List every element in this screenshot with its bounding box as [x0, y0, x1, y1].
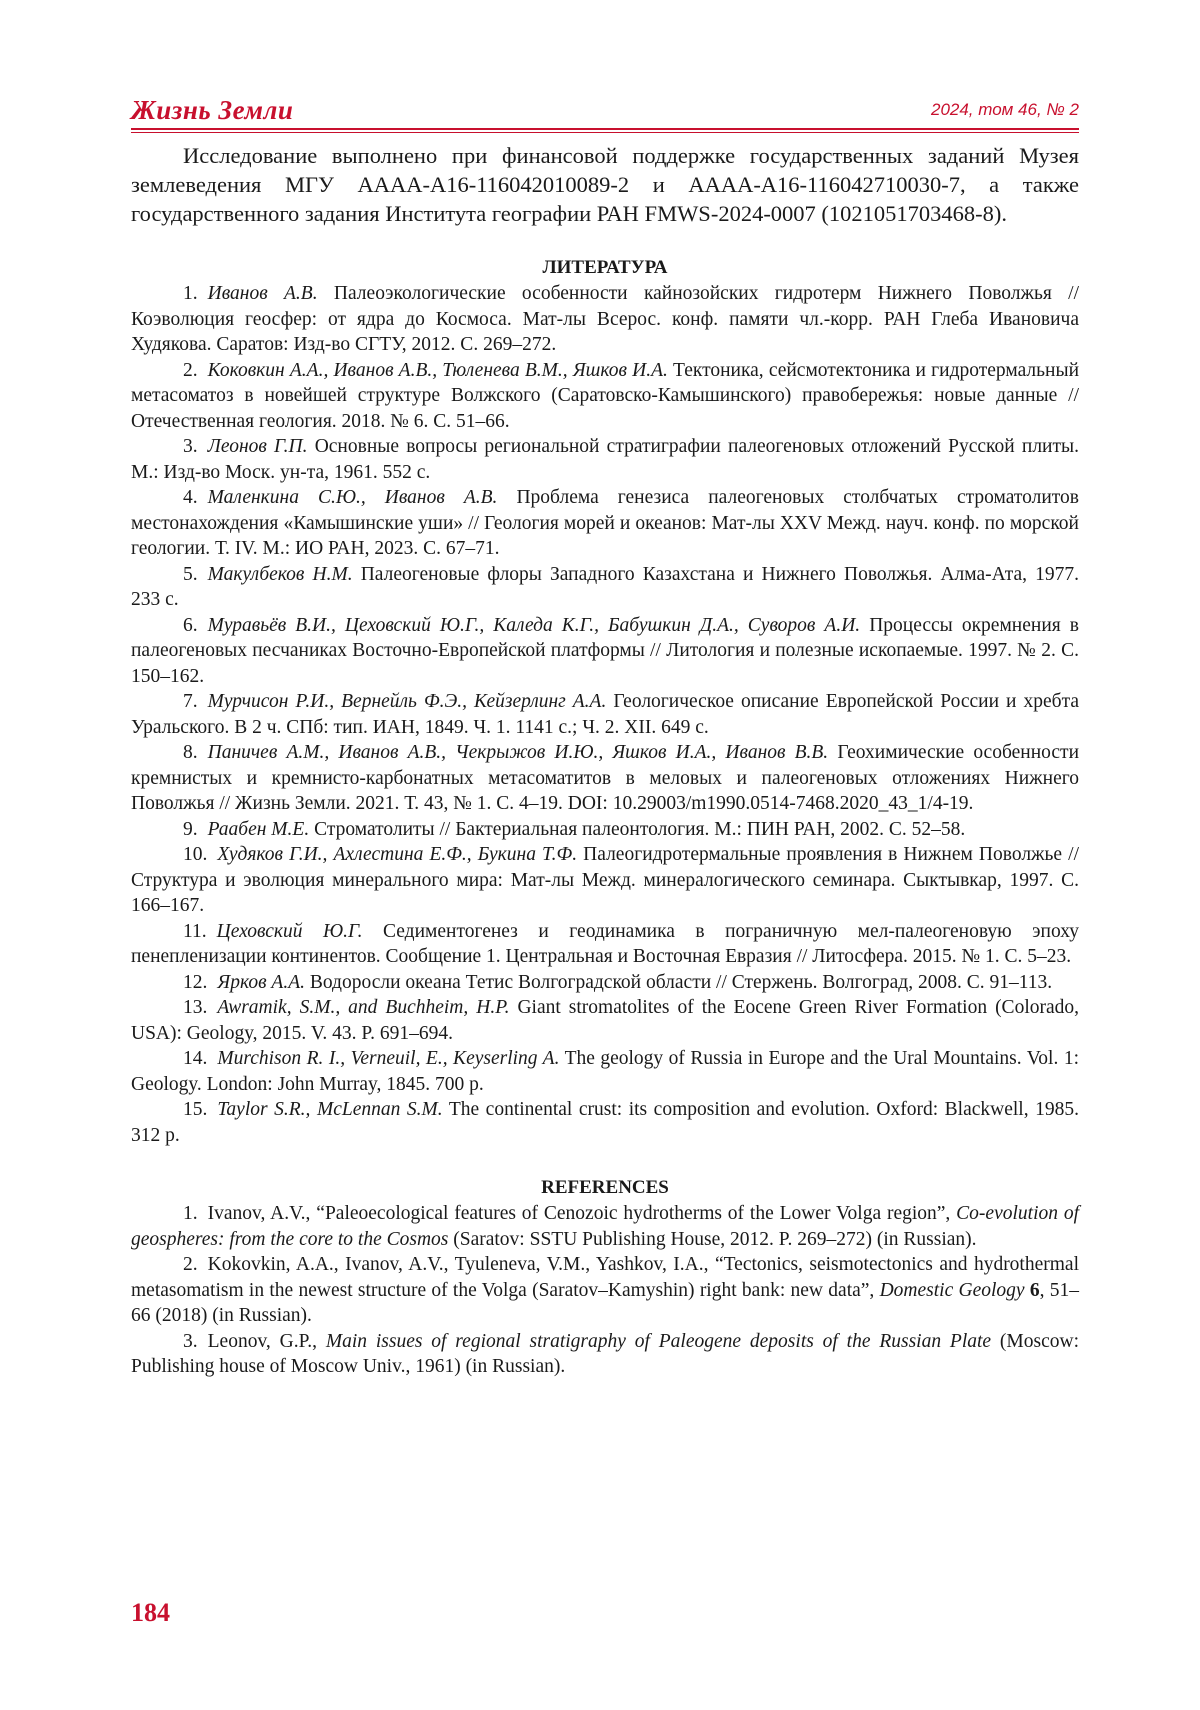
- reference-authors: Худяков Г.И., Ахлестина Е.Ф., Букина Т.Ф.: [217, 844, 578, 865]
- reference-text-part: (Saratov: SSTU Publishing House, 2012. P. 269–272) (in Russian).: [448, 1228, 977, 1250]
- reference-text: The geology of Russia in Europe and the Ural Mountains. Vol. 1: Geology. London: John Murray, 1845. 700 p.: [131, 1048, 1079, 1095]
- header-rule: [131, 128, 1079, 130]
- reference-number: 4.: [183, 487, 198, 508]
- literature-item: [131, 970, 1079, 996]
- reference-authors: Murchison R. I., Verneuil, E., Keyserling A.: [217, 1048, 560, 1069]
- reference-authors: Муравьёв В.И., Цеховский Ю.Г., Каледа К.Г., Бабушкин Д.А., Суворов А.И.: [207, 614, 861, 636]
- reference-text: Палеоэкологические особенности кайнозойских гидротерм Нижнего Поволжья // Коэволюция геосфер: от ядра до Космоса. Мат-лы Всерос. конф. памяти чл.-корр. РАН Глеба Ивановича Худякова. Саратов: Изд-во СГТУ, 2012. С. 269–272.: [131, 283, 1079, 355]
- literature-item: [131, 613, 1079, 690]
- reference-authors: Раабен М.Е.: [207, 818, 310, 840]
- reference-text: Палеогидротермальные проявления в Нижнем Поволжье // Структура и эволюция минерального мира: Мат-лы Межд. минералогического семинара. Сыктывкар, 1997. С. 166–167.: [131, 844, 1079, 916]
- references-heading: REFERENCES: [541, 1177, 669, 1198]
- literature-item: [131, 919, 1079, 970]
- reference-number: 15.: [183, 1099, 208, 1120]
- reference-authors: Awramik, S.M., and Buchheim, H.P.: [217, 997, 510, 1018]
- reference-number: 8.: [183, 742, 198, 763]
- literature-item: [131, 281, 1079, 358]
- reference-authors: Маленкина С.Ю., Иванов А.В.: [207, 487, 498, 508]
- reference-number: 12.: [183, 971, 208, 993]
- reference-number: 1.: [183, 1203, 198, 1224]
- literature-item: [131, 1046, 1079, 1097]
- reference-text: Giant stromatolites of the Eocene Green River Formation (Colorado, USA): Geology, 2015. V. 43. P. 691–694.: [131, 997, 1080, 1044]
- reference-text-part: , 51–66 (2018) (in Russian).: [131, 1279, 1080, 1326]
- header-rule-thin: [131, 132, 1079, 133]
- reference-item: [131, 1201, 1079, 1252]
- reference-text: Процессы окремнения в палеогеновых песчаниках Восточно-Европейской платформы // Литология и полезные ископаемые. 1997. № 2. С. 150–162.: [131, 614, 1079, 687]
- reference-number: 3.: [183, 1330, 198, 1352]
- issue-info: 2024, том 46, № 2: [930, 100, 1079, 119]
- reference-item: [131, 1252, 1079, 1329]
- reference-number: 13.: [183, 997, 208, 1018]
- literature-item: [131, 817, 1079, 843]
- reference-text-part: 6: [1029, 1279, 1040, 1301]
- literature-item: [131, 562, 1079, 613]
- reference-number: 2.: [183, 359, 198, 381]
- reference-authors: Коковкин А.А., Иванов А.В., Тюленева В.М., Яшков И.А.: [207, 359, 668, 381]
- literature-item: [131, 995, 1079, 1046]
- reference-text: Палеогеновые флоры Западного Казахстана и Нижнего Поволжья. Алма-Ата, 1977. 233 с.: [131, 563, 1080, 610]
- reference-number: 11.: [183, 920, 207, 942]
- reference-number: 3.: [183, 436, 198, 457]
- reference-text: Строматолиты // Бактериальная палеонтология. М.: ПИН РАН, 2002. С. 52–58.: [309, 818, 966, 840]
- literature-item: [131, 740, 1079, 817]
- literature-item: [131, 485, 1079, 562]
- reference-authors: Леонов Г.П.: [207, 436, 308, 457]
- reference-text: The continental crust: its composition and evolution. Oxford: Blackwell, 1985. 312 p.: [131, 1099, 1079, 1146]
- reference-number: 5.: [183, 563, 198, 585]
- reference-authors: Макулбеков Н.М.: [207, 563, 353, 585]
- reference-number: 9.: [183, 818, 198, 840]
- literature-item: [131, 842, 1079, 919]
- page-number: 184: [131, 1598, 170, 1627]
- reference-text-part: (Moscow: Publishing house of Moscow Univ., 1961) (in Russian).: [131, 1330, 1079, 1377]
- reference-authors: Taylor S.R., McLennan S.M.: [217, 1099, 443, 1120]
- reference-authors: Ярков А.А.: [217, 971, 305, 993]
- reference-number: 1.: [183, 283, 198, 304]
- page-content: [131, 141, 1079, 1380]
- reference-text: Водоросли океана Тетис Волгоградской области // Стержень. Волгоград, 2008. С. 91–113.: [304, 971, 1053, 993]
- literature-list: [131, 281, 1079, 1148]
- running-header: [131, 95, 1079, 125]
- reference-text: Тектоника, сейсмотектоника и гидротермальный метасоматоз в новейшей структуре Волжского (Саратовско-Камышинского) правобережья: новые данные // Отечественная геология. 2018. № 6. С. 51–66.: [131, 359, 1080, 432]
- literature-item: [131, 434, 1079, 485]
- references-list: [131, 1201, 1079, 1380]
- reference-authors: Цеховский Ю.Г.: [216, 920, 363, 942]
- reference-text: Геохимические особенности кремнистых и кремнисто-карбонатных метасоматитов в меловых и палеогеновых отложениях Нижнего Поволжья // Жизнь Земли. 2021. Т. 43, № 1. С. 4–19. DOI: 10.29003/m1990.0514-7468.2020_43_1/4-19.: [131, 742, 1080, 814]
- reference-text: Геологическое описание Европейской России и хребта Уральского. В 2 ч. СПб: тип. ИАН, 1849. Ч. 1. 1141 с.; Ч. 2. XII. 649 с.: [131, 691, 1079, 738]
- reference-number: 6.: [183, 614, 198, 636]
- reference-text: Седиментогенез и геодинамика в пограничную мел-палеогеновую эпоху пенепленизации континентов. Сообщение 1. Центральная и Восточная Евразия // Литосфера. 2015. № 1. С. 5–23.: [131, 920, 1079, 967]
- reference-number: 10.: [183, 844, 208, 865]
- reference-number: 7.: [183, 691, 198, 712]
- literature-item: [131, 689, 1079, 740]
- reference-text-part: Kokovkin, A.A., Ivanov, A.V., Tyuleneva, V.M., Yashkov, I.A., “Tectonics, seismotectonics and hydrothermal metasomatism in the newest structure of the Volga (Saratov–Kamyshin) right bank: new data”,: [131, 1254, 1079, 1301]
- reference-text: Проблема генезиса палеогеновых столбчатых строматолитов местонахождения «Камышинские уши» // Геология морей и океанов: Мат-лы XXV Межд. науч. конф. по морской геологии. Т. IV. М.: ИО РАН, 2023. С. 67–71.: [131, 487, 1079, 559]
- reference-authors: Иванов А.В.: [207, 283, 318, 304]
- reference-text-part: Co-evolution of geospheres: from the core to the Cosmos: [131, 1203, 1080, 1250]
- reference-text-part: Domestic Geology: [879, 1279, 1025, 1301]
- literature-heading: ЛИТЕРАТУРА: [542, 257, 668, 278]
- funding-paragraph: Исследование выполнено при финансовой поддержке государственных заданий Музея землеведения МГУ АААА-А16-116042010089-2 и АААА-А16-116042710030-7, а также государственного задания Института географии РАН FMWS-2024-0007 (1021051703468-8).: [131, 143, 1079, 226]
- reference-item: [131, 1329, 1079, 1380]
- journal-title: Жизнь Земли: [131, 95, 294, 125]
- literature-item: [131, 1097, 1079, 1148]
- reference-text-part: Leonov, G.P.,: [207, 1330, 326, 1352]
- reference-authors: Паничев А.М., Иванов А.В., Чекрыжов И.Ю., Яшков И.А., Иванов В.В.: [207, 742, 829, 763]
- literature-item: [131, 358, 1079, 435]
- reference-number: 2.: [183, 1254, 198, 1275]
- reference-text-part: Main issues of regional stratigraphy of Paleogene deposits of the Russian Plate: [325, 1330, 992, 1352]
- reference-text: Основные вопросы региональной стратиграфии палеогеновых отложений Русской плиты. М.: Изд-во Моск. ун-та, 1961. 552 с.: [131, 436, 1079, 483]
- reference-number: 14.: [183, 1048, 208, 1069]
- reference-text-part: Ivanov, A.V., “Paleoecological features of Cenozoic hydrotherms of the Lower Volga region”,: [207, 1203, 957, 1224]
- reference-authors: Мурчисон Р.И., Вернейль Ф.Э., Кейзерлинг А.А.: [207, 691, 607, 712]
